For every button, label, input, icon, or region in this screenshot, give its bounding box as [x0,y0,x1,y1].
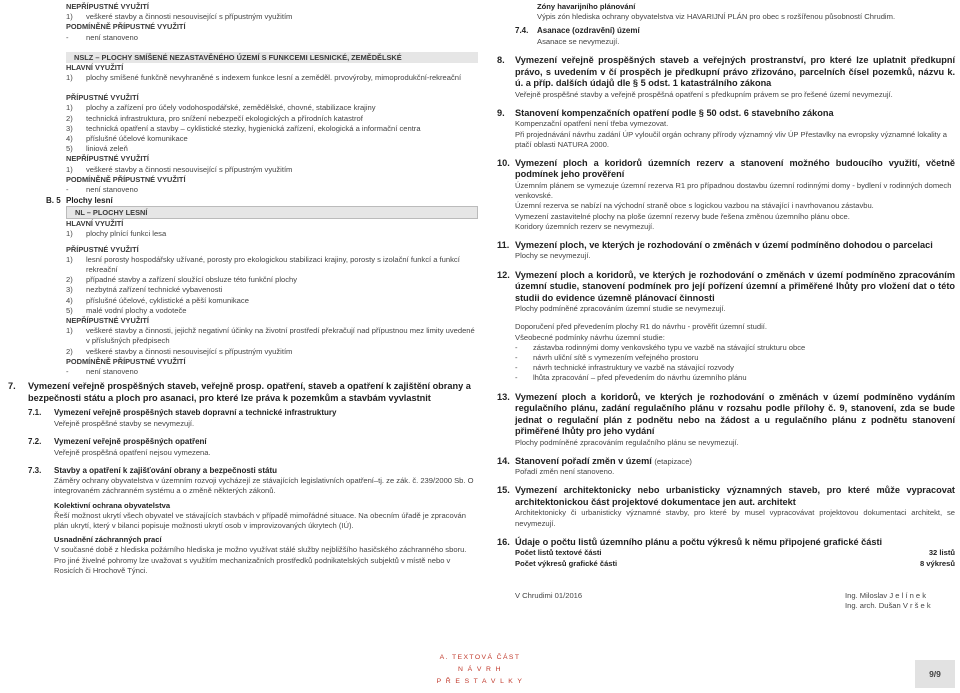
paragraph: Plochy podmíněné zpracováním regulačního plánu se nevymezují. [515,437,739,447]
list-item: - návrh uliční sítě s vymezením veřejného prostoru [515,352,699,362]
subsection-7-1: 7.1. Vymezení veřejně prospěšných staveb dopravní a technické infrastruktury [28,408,337,418]
heading-pripustne: PŘÍPUSTNÉ VYUŽITÍ [66,244,139,254]
heading-nepripustne: NEPŘÍPUSTNÉ VYUŽITÍ [66,154,149,164]
paragraph: Veřejně prospěšné stavby se nevymezují. [54,418,195,428]
section-7-heading: 7. Vymezení veřejně prospěšných staveb, veřejně prosp. opatření, staveb a opatření k zajištění obrany a bezpečnosti státu a ploch pro asanaci, pro které lze práva k pozemkům a stavbám vyvlastnit [8,381,471,403]
signature-name: Ing. Miloslav J e l í n e k [845,590,927,600]
subsection-7-4: 7.4. Asanace (ozdravění) území [515,26,640,36]
list-item: - není stanoveno [66,367,138,377]
list-item: 4) příslušné účelové, cyklistické a pěší komunikace [66,295,249,305]
list-item: 5) liniová zeleň [66,144,128,154]
heading-nepripustne: NEPŘÍPUSTNÉ VYUŽITÍ [66,316,149,326]
footer-line: N Á V R H [458,666,502,673]
heading-nepripustne: NEPŘÍPUSTNÉ VYUŽITÍ [66,2,149,11]
nslz-section-bar: NSLZ – PLOCHY SMÍŠENÉ NEZASTAVĚNÉHO ÚZEMÍ S FUNKCEMI LESNICKÉ, ZEMĚDĚLSKÉ [66,52,478,63]
list-item: 1) plochy plnící funkci lesa [66,229,167,239]
list-item: - lhůta zpracování – před převedením do návrhu územního plánu [515,373,747,383]
study-conditions-list [497,343,955,384]
list-item: 2) veškeré stavby a činnosti nesouvisející s přípustným využitím [66,346,293,356]
paragraph: Koridory územních rezerv se nevymezují. [515,221,655,231]
list-item: - není stanoveno [66,185,138,195]
paragraph: Veřejně prospěšná opatření nejsou vymezena. [54,447,211,457]
list-item: 3) nezbytná zařízení technické vybavenosti [66,285,223,295]
subsection-7-3: 7.3. Stavby a opatření k zajišťování obrany a bezpečnosti státu [28,465,278,475]
paragraph: Územní rezerva se nabízí na východní straně obce s logickou vazbou na stávající i navrhovanou zástavbu. [515,201,874,211]
list-item: 1) plochy a zařízení pro účely vodohospodářské, zemědělské, chovné, stabilizace krajiny [66,103,376,113]
section-15-heading: 15. Vymezení architektonicky nebo urbanisticky významných staveb, pro které může vypracovat architektonickou část projektové dokumentace jen aut. architekt [497,485,955,507]
list-item: - návrh technické infrastruktury ve vazbě na stávající rozvody [515,363,734,373]
list-item: 1) veškeré stavby a činnosti nesouvisející s přípustným využitím [66,12,293,22]
forbidden-list [66,326,478,357]
paragraph: V současné době z hlediska požárního hlediska je možno využívat stálé služby nejbližšího hasičského záchranného sboru. Pro jiné živelné pohromy lze uvažovat s využitím mechanizačních prostředků podnikatelských subjektů v místě nebo v Rosicích či Hrochově Týnci. [54,545,467,575]
subsection-7-2: 7.2. Vymezení veřejně prospěšných opatření [28,437,207,446]
list-item: 1) veškeré stavby a činnosti, jejichž negativní účinky na životní prostředí překračují nad přípustnou mez limity uvedené v příslušných předpisech [66,326,475,346]
paragraph-heading: Zóny havarijního plánování [537,2,636,11]
list-item: 4) příslušné účelové komunikace [66,134,188,144]
footer-line: P Ř E S T A V L K Y [436,678,524,685]
paragraph-heading: Kolektivní ochrana obyvatelstva [54,500,171,510]
section-12-heading: 12. Vymezení ploch a koridorů, ve kterých je rozhodování o změnách v území podmíněno zpracováním územní studie, stanovení podmínek pro její pořízení územní a přiměřené lhůty pro vložení dat o této studii do evidence územně plánovací činnosti [497,269,955,303]
paragraph: Záměry ochrany obyvatelstva v územním rozvoji vycházejí ze stávajících legislativních opatření–tj. ze zák. č. 239/2000 Sb. O integrovaném záchranném systému a o změně některých zákonů. [54,476,474,496]
list-item: 2) technická infrastruktura, pro snížení nebezpečí ekologických a přírodních katastrof [66,113,363,123]
section-16-heading: 16. Údaje o počtu listů územního plánu a počtu výkresů k němu připojené grafické části [497,536,883,547]
list-item: 3) technická opatření a stavby – cyklistické stezky, hygienická zařízení, ekologická a informační centra [66,123,421,133]
heading-hlavni: HLAVNÍ VYUŽITÍ [66,62,124,72]
paragraph: Plochy se nevymezují. [515,251,591,261]
paragraph: Výpis zón hlediska ochrany obyvatelstva viz HAVARIJNÍ PLÁN pro obec s rozšířenou působností Chrudim. [537,12,896,22]
permitted-list [66,255,478,316]
paragraph: Doporučení před převedením plochy R1 do návrhu - prověřit územní studií. [515,322,767,332]
heading-podminene: PODMÍNĚNĚ PŘÍPUSTNÉ VYUŽITÍ [66,356,186,366]
right-column [497,2,955,611]
paragraph-heading: Usnadnění záchranných prací [54,535,162,545]
paragraph: Územním plánem se vymezuje územní rezerva R1 pro případnou dostavbu územní rodinnými domy - bydlení v rodinných domech venkovské. [515,180,952,201]
page-footer [0,652,960,688]
paragraph: Veřejně prospěšné stavby a veřejně prospěšná opatření s předkupním právem se pro řešené území nevymezují. [515,89,893,99]
permitted-list [66,103,478,154]
paragraph: Vymezení zastavitelné plochy na ploše územní rezervy bude řešena změnou územního plánu obce. [515,211,850,221]
paragraph: Architektonicky či urbanisticky významné stavby, pro které by musel vypracovávat projektovou dokumentaci architekt, se nevymezují. [515,508,955,528]
section-9-heading: 9. Stanovení kompenzačních opatření podle § 50 odst. 6 stavebního zákona [497,107,834,118]
stat-row: Počet listů textové části 32 listů [515,548,955,558]
paragraph: Všeobecné podmínky návrhu územní studie: [515,332,665,342]
stat-row: Počet výkresů grafické části 8 výkresů [515,558,955,568]
list-item: - zástavba rodinnými domy venkovského typu ve vazbě na stávající strukturu obce [515,342,806,352]
section-11-heading: 11. Vymezení ploch, ve kterých je rozhodování o změnách v území podmíněno dohodou o parcelaci [497,239,933,250]
heading-hlavni: HLAVNÍ VYUŽITÍ [66,219,124,229]
paragraph: Při projednávání návrhu zadání ÚP vyloučil orgán ochrany přírody významný vliv ÚP Přestavlky na evropsky významné lokality a ptačí oblasti NATURA 2000. [515,129,947,149]
left-column [8,2,478,576]
list-item: 1) plochy smíšené funkčně nevyhraněné s indexem funkce lesní a zeměděl. prvovýroby, mimoprodukční-rekreační [66,73,462,83]
heading-pripustne: PŘÍPUSTNÉ VYUŽITÍ [66,93,139,103]
section-14-heading: 14. Stanovení pořadí změn v území (etapizace) [497,455,692,466]
page-number: 9/9 [915,660,955,688]
paragraph: Pořadí změn není stanoveno. [515,467,615,477]
signature-name: Ing. arch. Dušan V r š e k [845,600,931,610]
paragraph: Plochy podmíněné zpracováním územní studie se nevymezují. [515,304,726,314]
list-item: 1) veškeré stavby a činnosti nesouvisející s přípustným využitím [66,164,293,174]
place-date: V Chrudimi 01/2016 [515,590,583,600]
section-10-heading: 10. Vymezení ploch a koridorů územních rezerv a stanovení možného budoucího využití, včetně podmínek jeho prověření [497,157,955,180]
section-13-heading: 13. Vymezení ploch a koridorů, ve kterých je rozhodování o změnách v území podmíněno vydáním regulačního plánu, zadání regulačního plánu v rozsahu podle přílohy č. 9, stanovení, zda se bude jednat o regulační plán z podnětu nebo na žádost a u regulačního plánu z podnětu stanovení přiměřené lhůty pro jeho vydání [497,391,955,437]
paragraph: Kompenzační opatření není třeba vymezovat. [515,119,669,129]
section-8-heading: 8. Vymezení veřejně prospěšných staveb a veřejných prostranství, pro které lze uplatnit předkupní právo, s uvedením v čí prospěch je předkupní právo zřizováno, parcelních čísel pozemků, názvu k. ú. a příp. dalších údajů dle § 5 odst. 1 katastrálního zákona [497,55,955,89]
list-item: - není stanoveno [66,32,138,42]
footer-line: A. TEXTOVÁ ČÁST [439,654,521,661]
list-item: 2) případné stavby a zařízení sloužící obsluze této funkční plochy [66,275,298,285]
heading-podminene: PODMÍNĚNĚ PŘÍPUSTNÉ VYUŽITÍ [66,174,186,184]
paragraph: Řeší možnost ukrytí všech obyvatel ve stávajících stavbách v případě mimořádné situace. Na obecním úřadě je zpracován plán ukrytí, který v bilanci popisuje možnosti ukrytí osob v improvizovaných úkrytech (IÚ). [54,510,466,531]
b5-heading: B. 5 Plochy lesní [46,196,113,206]
paragraph: Asanace se nevymezují. [537,36,620,46]
heading-podminene: PODMÍNĚNĚ PŘÍPUSTNÉ VYUŽITÍ [66,22,186,32]
list-item: 1) lesní porosty hospodářsky užívané, porosty pro ekologickou stabilizaci krajiny, porosty s izolační funkcí a funkcí rekreační [66,254,460,275]
nl-section-bar: NL – PLOCHY LESNÍ [66,206,478,219]
list-item: 5) malé vodní plochy a vodoteče [66,305,187,315]
